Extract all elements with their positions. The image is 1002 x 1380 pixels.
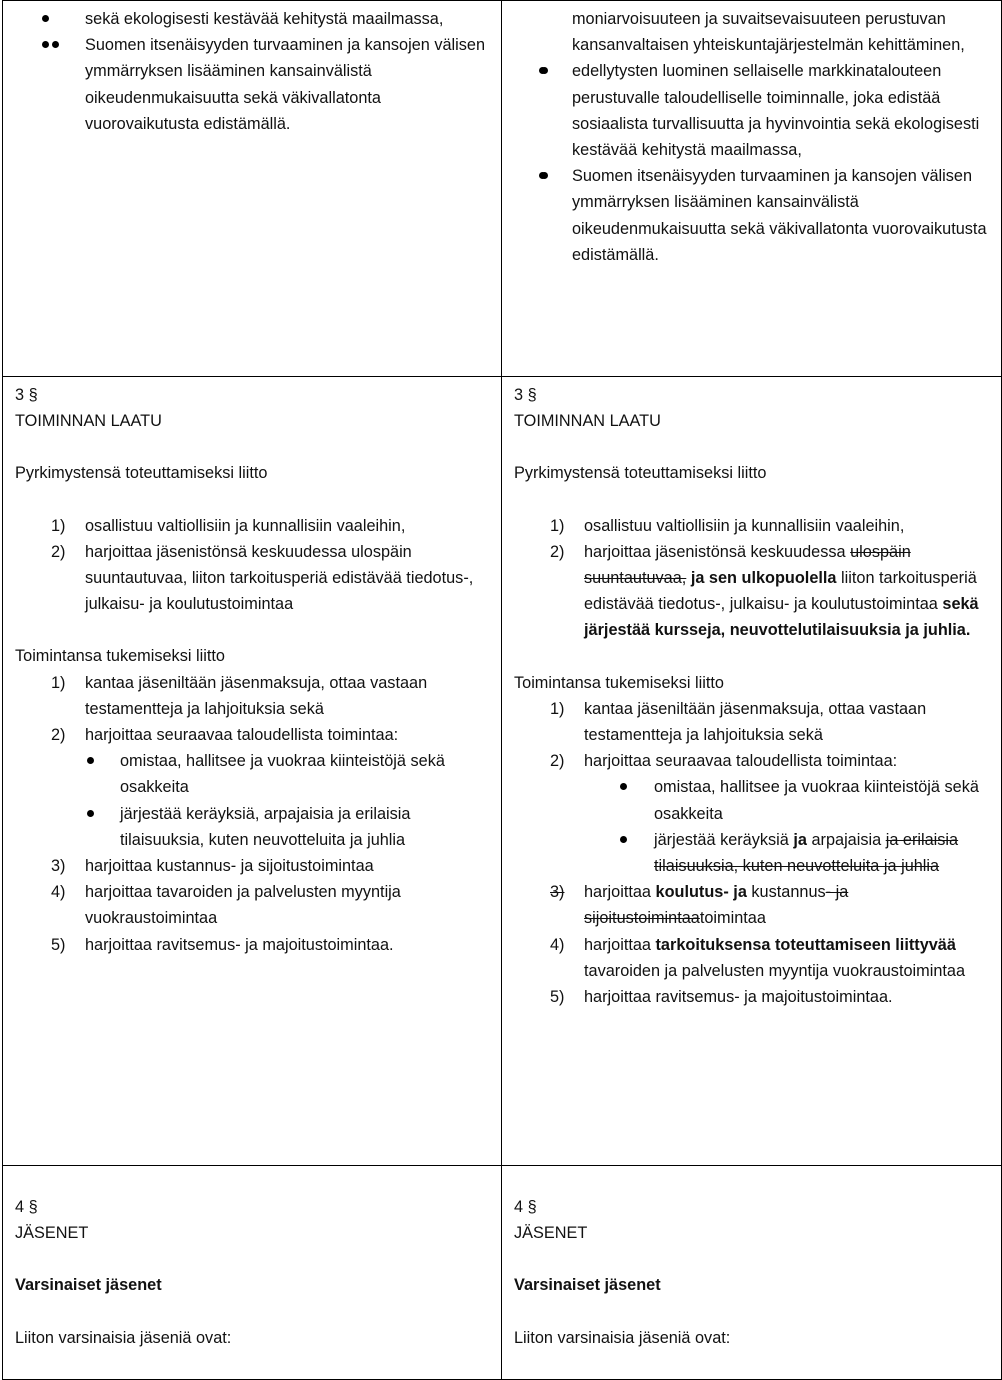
right-cell-section-2: [502, 1, 1002, 377]
list-item: omistaa, hallitsee ja vuokraa kiinteistöjä sekä osakkeita: [514, 774, 991, 826]
list-item: 1) osallistuu valtiollisiin ja kunnallisiin vaaleihin,: [51, 516, 406, 535]
support-intro: Toimintansa tukemiseksi liitto: [514, 673, 724, 692]
added-text: ja: [793, 830, 807, 849]
bullet-icon: [52, 41, 59, 48]
list-item: järjestää keräyksiä, arpajaisia ja erilaisia tilaisuuksia, kuten neuvotteluita ja juhlia: [15, 801, 491, 853]
row-section-3: [3, 377, 1002, 1166]
list-item: 2) harjoittaa seuraavaa taloudellista toimintaa:: [51, 726, 399, 745]
bullet-icon: [539, 67, 546, 74]
support-list: [514, 696, 991, 775]
members-intro: Liiton varsinaisia jäseniä ovat:: [15, 1328, 232, 1347]
added-text: sekä järjestää kursseja, neuvottelutilaisuuksia ja juhlia.: [584, 595, 979, 640]
list-item: Suomen itsenäisyyden turvaaminen ja kansojen välisen ymmärryksen lisääminen kansainvälistä oikeudenmukaisuutta sekä väkivallatonta vuorovaikutusta edistämällä.: [514, 163, 991, 268]
subsection-title: Varsinaiset jäsenet: [514, 1276, 661, 1295]
activities-list: [15, 513, 491, 618]
spacer: [15, 434, 491, 460]
list-item: 4) harjoittaa tavaroiden ja palvelusten myyntija vuokraustoimintaa: [51, 883, 401, 928]
list-item: 2) harjoittaa jäsenistönsä keskuudessa ulospäin suuntautuvaa, liiton tarkoitusperiä edistävää tiedotus-, julkaisu- ja koulutustoimintaa: [51, 542, 474, 614]
row-section-2-end: [3, 1, 1002, 377]
list-item: 1) kantaa jäseniltään jäsenmaksuja, ottaa vastaan testamentteja ja lahjoituksia sekä: [51, 673, 428, 718]
section-title: TOIMINNAN LAATU: [514, 412, 661, 431]
section-number: 3 §: [15, 386, 38, 404]
right-goal-text: moniarvoisuuteen ja suvaitsevaisuuteen perustuvan kansanvaltaisen yhteiskuntajärjestelmän kehittäminen,: [572, 10, 965, 55]
right-cell-section-4: [502, 1166, 1002, 1380]
spacer: [514, 644, 991, 670]
list-item: järjestää keräyksiä ja arpajaisia ja erilaisia tilaisuuksia, kuten neuvotteluita ja juhlia: [514, 827, 991, 879]
list-item: omistaa, hallitsee ja vuokraa kiinteistöjä sekä osakkeita: [15, 748, 491, 800]
support-intro: Toimintansa tukemiseksi liitto: [15, 647, 225, 666]
section-number: 4 §: [15, 1198, 38, 1216]
section-number: 4 §: [514, 1198, 537, 1216]
activities-list: [514, 513, 991, 644]
added-text: tarkoituksensa toteuttamiseen liittyvää: [655, 935, 956, 954]
subsection-title: Varsinaiset jäsenet: [15, 1276, 162, 1295]
deleted-text: - ja sijoitustoimintaa: [584, 883, 849, 928]
support-list-continued: [514, 879, 991, 1010]
economic-activities-list: [514, 774, 991, 879]
left-goals-bullets: [15, 32, 491, 137]
list-item: 2) harjoittaa jäsenistönsä keskuudessa ulospäin suuntautuvaa, ja sen ulkopuolella liiton tarkoitusperiä edistävää tiedotus-, julkaisu- ja koulutustoimintaa sekä järjestää kursseja, neuvottelutilaisuuksia ja juhlia.: [550, 542, 979, 640]
section-intro: Pyrkimystensä toteuttamiseksi liitto: [15, 464, 268, 483]
added-text: ja sen ulkopuolella: [686, 569, 837, 588]
bullet-icon: [539, 172, 546, 179]
left-cell-section-4: [3, 1166, 502, 1380]
list-item: sekä ekologisesti kestävää kehitystä maailmassa,: [15, 6, 491, 32]
list-item: 3) harjoittaa koulutus- ja kustannus- ja sijoitustoimintaatoimintaa: [550, 883, 849, 928]
spacer: [15, 487, 491, 513]
list-item: 4) harjoittaa tarkoituksensa toteuttamiseen liittyvää tavaroiden ja palvelusten myyntija vuokraustoimintaa: [550, 935, 966, 980]
section-title: JÄSENET: [15, 1224, 89, 1243]
list-item: 5) harjoittaa ravitsemus- ja majoitustoimintaa.: [550, 988, 893, 1007]
left-goals-list: [15, 6, 491, 32]
support-list: [15, 670, 491, 749]
comparison-table: [2, 0, 1002, 1380]
spacer: [15, 1246, 491, 1272]
spacer: [514, 487, 991, 513]
support-list-continued: [15, 853, 491, 958]
list-item: 1) kantaa jäseniltään jäsenmaksuja, ottaa vastaan testamentteja ja lahjoituksia sekä: [550, 699, 927, 745]
list-item: 5) harjoittaa ravitsemus- ja majoitustoimintaa.: [51, 935, 394, 954]
spacer: [15, 617, 491, 643]
spacer: [514, 1246, 991, 1272]
deleted-text: ja erilaisia tilaisuuksia, kuten neuvotteluita ja juhlia: [654, 830, 959, 876]
left-cell-section-2: [3, 1, 502, 377]
section-intro: Pyrkimystensä toteuttamiseksi liitto: [514, 464, 767, 483]
right-goals-bullets: [514, 58, 991, 268]
spacer: [514, 434, 991, 460]
economic-activities-list: [15, 748, 491, 853]
section-number: 3 §: [514, 386, 537, 404]
spacer: [15, 1299, 491, 1325]
list-item: 2) harjoittaa seuraavaa taloudellista toimintaa:: [550, 752, 898, 771]
members-intro: Liiton varsinaisia jäseniä ovat:: [514, 1328, 731, 1347]
list-item: edellytysten luominen sellaiselle markkinatalouteen perustuvalle taloudelliselle toiminnalle, joka edistää sosiaalista turvallisuutta ja hyvinvointia sekä ekologisesti kestävää kehitystä maailmassa,: [514, 58, 991, 163]
list-item: Suomen itsenäisyyden turvaaminen ja kansojen välisen ymmärryksen lisääminen kansainvälistä oikeudenmukaisuutta sekä väkivallatonta vuorovaikutusta edistämällä.: [15, 32, 491, 137]
right-cell-section-3: [502, 377, 1002, 1166]
deleted-text: ulospäin suuntautuvaa,: [584, 542, 911, 588]
spacer: [514, 1299, 991, 1325]
list-item: 1) osallistuu valtiollisiin ja kunnallisiin vaaleihin,: [550, 516, 905, 535]
row-section-4: [3, 1166, 1002, 1380]
left-cell-section-3: [3, 377, 502, 1166]
list-item: 3) harjoittaa kustannus- ja sijoitustoimintaa: [51, 857, 374, 876]
section-title: TOIMINNAN LAATU: [15, 412, 162, 431]
section-title: JÄSENET: [514, 1224, 588, 1243]
added-text: koulutus- ja: [655, 883, 747, 902]
